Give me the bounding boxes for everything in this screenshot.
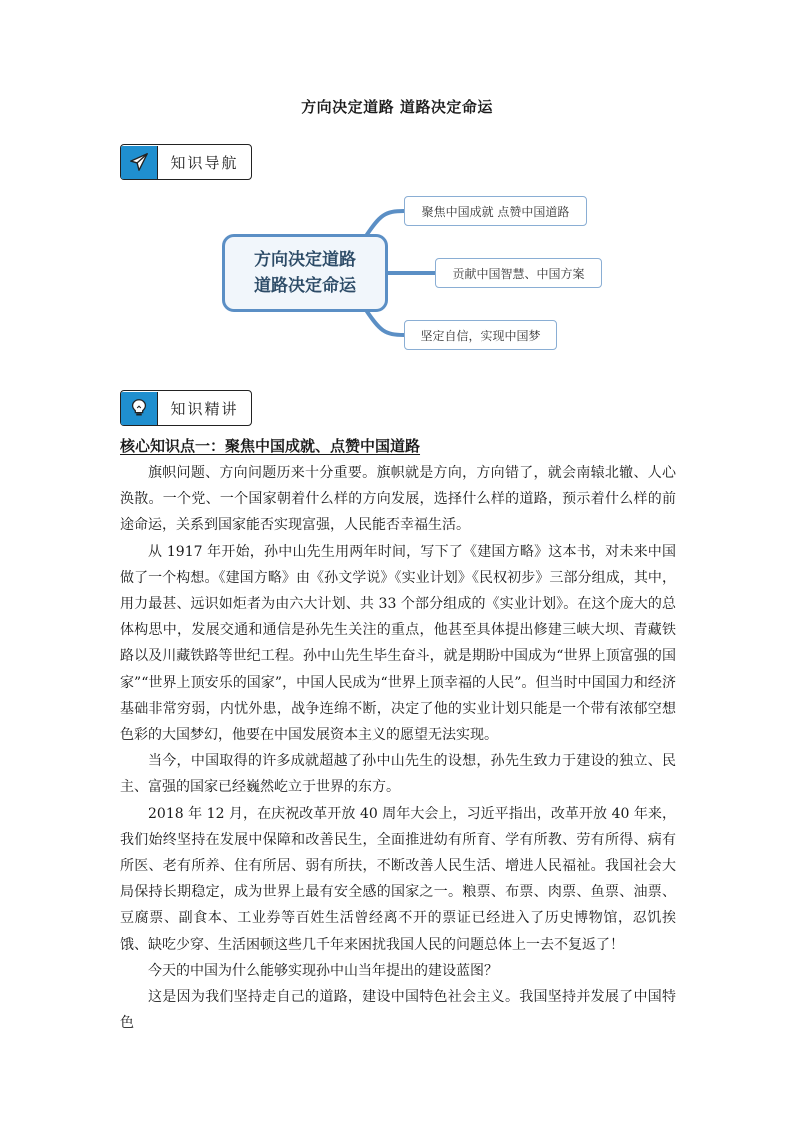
center-line-2: 道路决定命运 [254, 276, 356, 296]
mindmap-center-node [222, 234, 388, 312]
center-line-1: 方向决定道路 [254, 250, 356, 270]
section-label: 知识精讲 [170, 399, 239, 418]
paragraph: 这是因为我们坚持走自己的道路，建设中国特色社会主义。我国坚持并发展了中国特色 [120, 989, 676, 1032]
mindmap-branch: 聚焦中国成就 点赞中国道路 [404, 196, 587, 226]
paragraph: 当今，中国取得的许多成就超越了孙中山先生的设想，孙先生致力于建设的独立、民主、富强的国家已经巍然屹立于世界的东方。 [120, 753, 676, 796]
section-badge-knowledge-navigation [120, 144, 252, 180]
paragraph: 从 1917 年开始，孙中山先生用两年时间，写下了《建国方略》这本书，对未来中国做了一个构想。《建国方略》由《孙文学说》《实业计划》《民权初步》三部分组成，其中，用力最甚、远识如炬者为由六大计划、共 33 个部分组成的《实业计划》。在这个庞大的总体构思中，发展交通和通信是孙先生关注的重点，他甚至具体提出修建三峡大坝、青藏铁路以及川藏铁路等世纪工程。孙中山先生毕生奋斗，就是期盼中国成为“世界上顶富强的国家”“世界上顶安乐的国家”，中国人民成为“世界上顶幸福的人民”。但当时中国国力和经济基础非常穷弱，内忧外患，战争连绵不断，决定了他的实业计划只能是一个带有浓郁空想色彩的大国梦幻，他要在中国发展资本主义的愿望无法实现。 [120, 543, 676, 744]
paper-plane-icon [121, 146, 158, 179]
section-badge-knowledge-lecture [120, 390, 252, 426]
paragraph: 旗帜问题、方向问题历来十分重要。旗帜就是方向，方向错了，就会南辕北辙、人心涣散。一个党、一个国家朝着什么样的方向发展，选择什么样的道路，预示着什么样的前途命运，关系到国家能否实现富强，人民能否幸福生活。 [120, 465, 676, 534]
page-title: 方向决定道路 道路决定命运 [301, 98, 493, 116]
paragraph: 2018 年 12 月，在庆祝改革开放 40 周年大会上，习近平指出，改革开放 40 年来，我们始终坚持在发展中保障和改善民生，全面推进幼有所育、学有所教、劳有所得、病有所医、老有所养、住有所居、弱有所扶，不断改善人民生活、增进人民福祉。我国社会大局保持长期稳定，成为世界上最有安全感的国家之一。粮票、布票、肉票、鱼票、油票、豆腐票、副食本、工业券等百姓生活曾经离不开的票证已经进入了历史博物馆，忍饥挨饿、缺吃少穿、生活困顿这些几千年来困扰我国人民的问题总体上一去不复返了！ [120, 805, 676, 953]
section-label: 知识导航 [170, 153, 239, 172]
mindmap-branch: 贡献中国智慧、中国方案 [435, 258, 602, 288]
paragraph: 今天的中国为什么能够实现孙中山当年提出的建设蓝图？ [148, 962, 498, 979]
lightbulb-icon [121, 392, 158, 425]
section-heading: 核心知识点一：聚焦中国成就、点赞中国道路 [120, 437, 421, 455]
body-text [120, 460, 676, 1036]
mindmap-branch: 坚定自信，实现中国梦 [404, 320, 557, 350]
